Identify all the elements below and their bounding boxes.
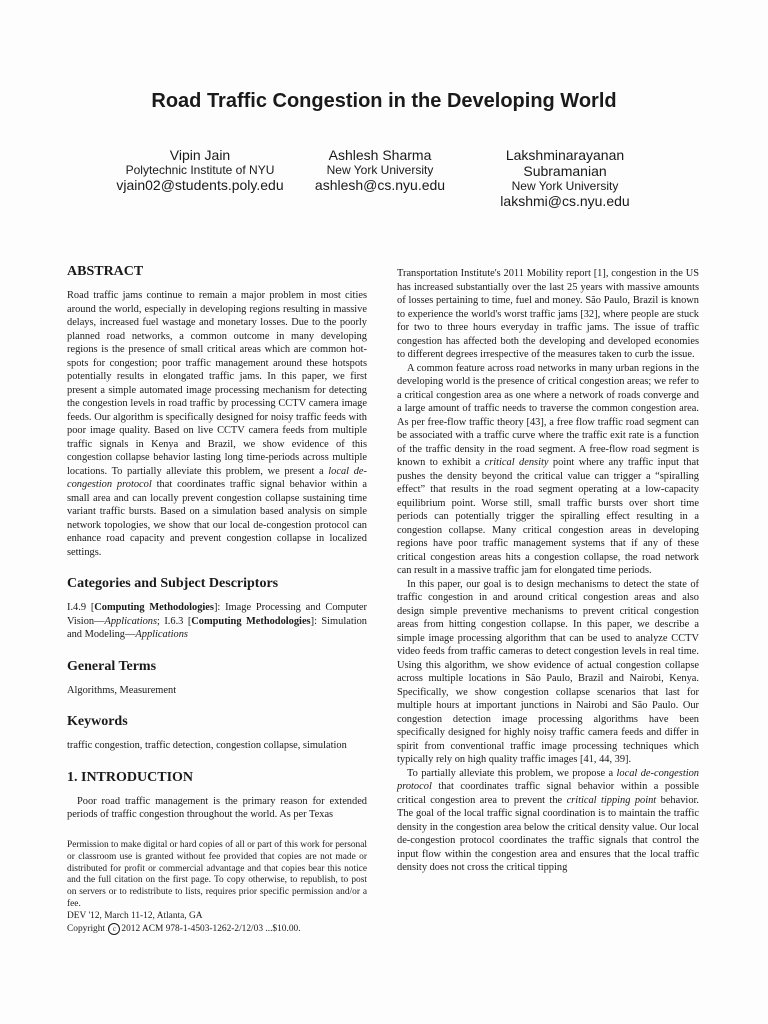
abstract-emphasis: local de-congestion protocol: [67, 465, 367, 490]
categories-part: ]: Simulation and Modeling—: [67, 615, 367, 640]
general-terms-text: Algorithms, Measurement: [67, 684, 177, 696]
body-text-part: point where any traffic input that pushes the density beyond the critical value can trigger a “spiralling effect” that results in the road segment operating at a low-capacity equilibrium point. Worse still, small traffic bursts over short time periods can potentially trigger the spiralling effect resulting in a congestion collapse. Many critical congestion areas in developing regions have poor traffic management systems that if any of these critical congestion areas hits a congestion collapse, the road network can result in a massive traffic jam for elongated time periods.: [397, 457, 699, 576]
categories-emphasis: Applications: [104, 615, 158, 627]
author-name-line-2: Subramanian: [523, 163, 607, 179]
body-emphasis: critical density: [484, 457, 549, 468]
abstract-text-part: Road traffic jams continue to remain a major problem in most cities around the world, especially in developing regions resulting in massive delays, increased fuel wastage and monetary losses. Due to the poorly planned road networks, a common outcome in many developing regions is the presence of small critical areas which are common hot-spots for congestion; poor traffic management around these hotspots potentially results in elongated traffic jams. In this paper, we first present a simple automated image processing mechanism for detecting the congestion levels in road traffic by processing CCTV camera image feeds. Our algorithm is specifically designed for noisy traffic feeds with poor image quality. Based on live CCTV camera feeds from multiple traffic signals in Kenya and Brazil, we show evidence of this congestion collapse behavior lasting long time-periods across multiple locations. To partially alleviate this problem, we present a: [67, 290, 367, 477]
body-emphasis: critical tipping point: [566, 794, 657, 806]
copyright-line: [67, 923, 367, 936]
introduction-heading: 1. INTRODUCTION: [67, 769, 194, 785]
author-email: lakshmi@cs.nyu.edu: [500, 193, 630, 209]
copyright-prefix: Copyright: [67, 923, 106, 934]
author-2: [300, 147, 460, 194]
left-column: [67, 263, 367, 822]
permission-footnote: [67, 840, 367, 936]
categories-part: ]: Image Processing and Computer Vision—: [67, 602, 367, 627]
author-affiliation: New York University: [511, 179, 619, 193]
author-affiliation: Polytechnic Institute of NYU: [125, 163, 275, 177]
categories-emphasis: Applications: [135, 629, 188, 640]
body-text-part: A common feature across road networks in many urban regions in the developing world is the presence of critical congestion areas; we refer to a critical congestion area as one where a network of roads converge and a large amount of traffic needs to traverse the common congestion area. As per free-flow traffic theory [43], a free flow traffic road segment can be associated with a traffic curve where the traffic exit rate is a function of the traffic density in the road segment. A free-flow road segment is known to exhibit a: [397, 362, 699, 468]
author-name-line-1: Lakshminarayanan: [505, 147, 625, 163]
body-paragraph: [397, 767, 699, 875]
body-paragraph: Transportation Institute's 2011 Mobility report [1], congestion in the US has increased substantially over the last 25 years with massive amounts of losses pertaining to time, fuel and money. São Paulo, Brazil is known to experience the world's worst traffic jams [32], where people are stuck for two to three hours everyday in traffic jams. The issue of traffic congestion has affected both the developing and developed economies to different degrees irrespective of the measures taken to curb the issue.: [397, 268, 699, 360]
author-1: [105, 147, 295, 194]
keywords-heading: Keywords: [67, 714, 128, 729]
author-3: [470, 147, 660, 210]
body-text-part: behavior. The goal of the local traffic signal coordination is to maintain the traffic density in the congestion area below the critical density value. Our local de-congestion protocol coordinates the traffic signals that control the input flow within the congestion area and ensures that the local traffic density does not cross the critical tipping: [397, 794, 700, 873]
body-text-part: To partially alleviate this problem, we propose a: [407, 767, 614, 779]
categories-bold: Computing Methodologies: [94, 602, 214, 613]
author-email: ashlesh@cs.nyu.edu: [314, 177, 446, 193]
categories-part: ; I.6.3 [: [157, 615, 192, 627]
abstract-text: [67, 289, 367, 559]
body-text-part: that coordinates traffic signal behavior within a possible critical congestion area to prevent the: [397, 781, 699, 806]
categories-bold: Computing Methodologies: [191, 615, 311, 627]
copyright-text: 2012 ACM 978-1-4503-1262-2/12/03 ...$10.00.: [121, 923, 301, 934]
author-name: Ashlesh Sharma: [328, 147, 432, 163]
abstract-heading: ABSTRACT: [67, 264, 144, 279]
body-paragraph: In this paper, our goal is to design mechanisms to detect the state of traffic congestion in and around critical congestion areas and also design simple preventive mechanisms to prevent critical congestion areas from hitting congestion collapse. In this paper, we describe a simple image processing algorithm that can be used to analyze CCTV video feeds from traffic cameras to detect congestion levels in real time. Using this algorithm, we show evidence of actual congestion collapse across multiple locations in São Paulo, Brazil and Nairobi, Kenya. Specifically, we show congestion collapse scenarios that last for multiple hours at important junctions in Nairobi and São Paulo. Our congestion detection image processing algorithms have been specifically designed for highly noisy traffic camera feeds and differ in spirit from conventional traffic image processing techniques which typically rely on high quality traffic images [41, 44, 39].: [397, 578, 699, 765]
keywords-text: traffic congestion, traffic detection, congestion collapse, simulation: [67, 740, 347, 751]
permission-text: Permission to make digital or hard copies of all or part of this work for personal or classroom use is granted without fee provided that copies are not made or distributed for profit or commercial advantage and that copies bear this notice and the full citation on the first page. To copy otherwise, to republish, to post on servers or to redistribute to lists, requires prior specific permission and/or a fee.: [67, 840, 367, 909]
general-terms-heading: General Terms: [67, 658, 157, 674]
author-email: vjain02@students.poly.edu: [116, 177, 284, 193]
paper-title: Road Traffic Congestion in the Developing World: [151, 90, 617, 112]
conference-line: DEV '12, March 11-12, Atlanta, GA: [67, 910, 203, 921]
categories-part: I.4.9 [: [67, 602, 95, 613]
body-paragraph: [397, 362, 699, 578]
copyright-symbol-icon: c: [108, 923, 120, 935]
categories-heading: Categories and Subject Descriptors: [67, 576, 279, 591]
right-column: [397, 267, 699, 875]
body-emphasis: local de-congestion protocol: [397, 767, 699, 792]
abstract-text-part: that coordinates traffic signal behavior within a small area and can locally prevent congestion collapse sustaining time variant traffic bursts. Based on a simulation based analysis on simple network topologies, we show that our local de-congestion protocol can enhance road capacity and prevent congestion collapse in localized settings.: [67, 479, 367, 558]
author-name: Vipin Jain: [169, 147, 231, 163]
introduction-paragraph: Poor road traffic management is the primary reason for extended periods of traffic congestion throughout the world. As per Texas: [67, 795, 367, 820]
author-affiliation: New York University: [326, 163, 434, 177]
categories-text: [67, 601, 367, 642]
